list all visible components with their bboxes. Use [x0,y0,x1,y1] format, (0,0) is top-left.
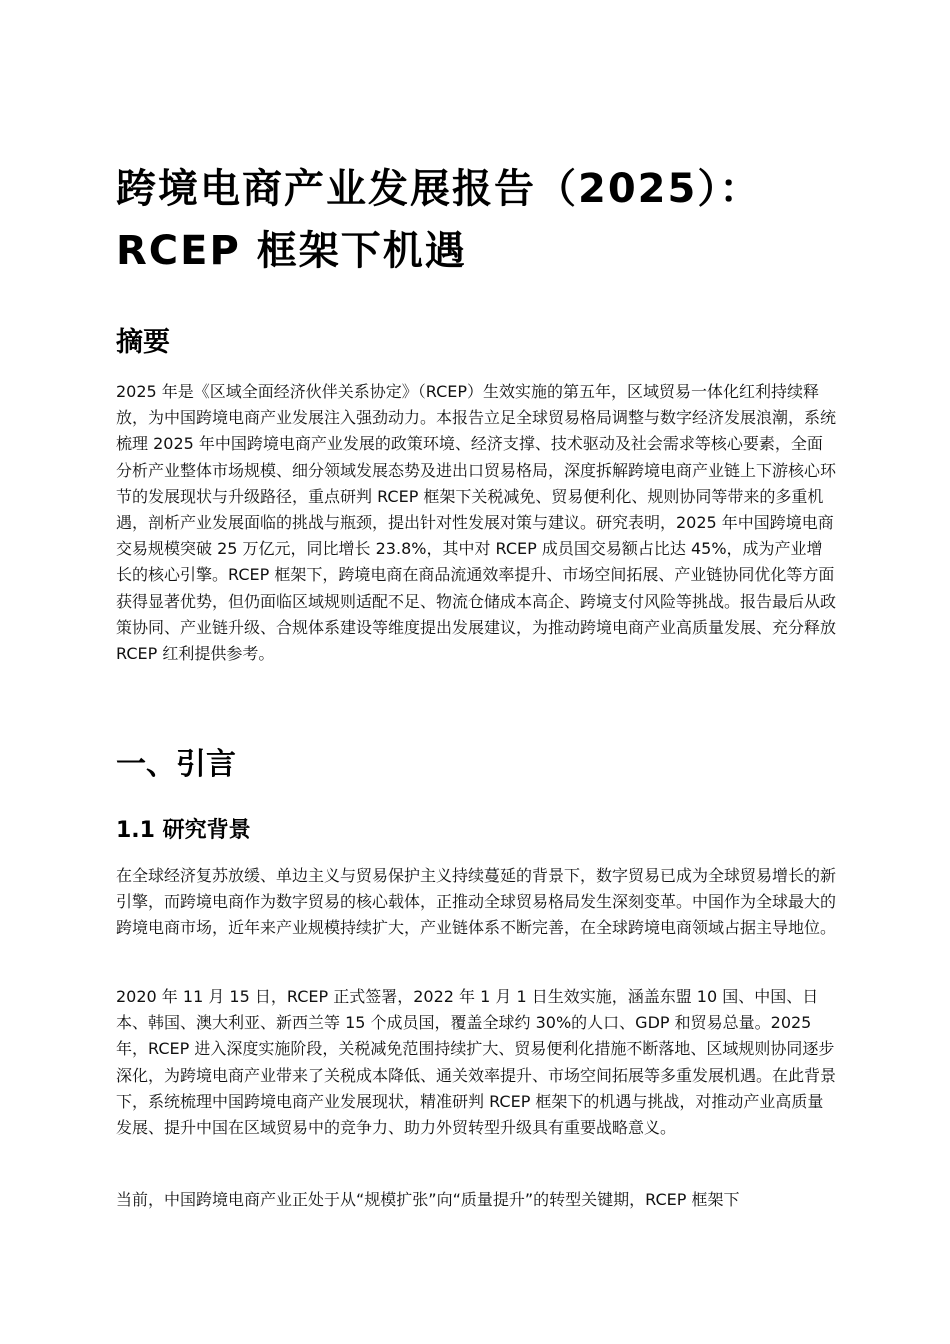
subsection-heading-research-background: 1.1 研究背景 [116,818,251,843]
body-paragraph: 在全球经济复苏放缓、单边主义与贸易保护主义持续蔓延的背景下，数字贸易已成为全球贸易增长的新引擎，而跨境电商作为数字贸易的核心载体，正推动全球贸易格局发生深刻变革。中国作为全球最大的跨境电商市场，近年来产业规模持续扩大，产业链体系不断完善，在全球跨境电商领域占据主导地位。 [116,866,837,938]
abstract-text: 2025 年是《区域全面经济伙伴关系协定》（RCEP）生效实施的第五年，区域贸易一体化红利持续释放，为中国跨境电商产业发展注入强劲动力。本报告立足全球贸易格局调整与数字经济发展浪潮，系统梳理 2025 年中国跨境电商产业发展的政策环境、经济支撑、技术驱动及社会需求等核心要素，全面分析产业整体市场规模、细分领域发展态势及进出口贸易格局，深度拆解跨境电商产业链上下游核心环节的发展现状与升级路径，重点研判 RCEP 框架下关税减免、贸易便利化、规则协同等带来的多重机遇，剖析产业发展面临的挑战与瓶颈，提出针对性发展对策与建议。研究表明，2025 年中国跨境电商交易规模突破 25 万亿元，同比增长 23.8%，其中对 RCEP 成员国交易额占比达 45%，成为产业增长的核心引擎。RCEP 框架下，跨境电商在商品流通效率提升、市场空间拓展、产业链协同优化等方面获得显著优势，但仍面临区域规则适配不足、物流仓储成本高企、跨境支付风险等挑战。报告最后从政策协同、产业链升级、合规体系建设等维度提出发展建议，为推动跨境电商产业高质量发展、充分释放 RCEP 红利提供参考。 [116,382,837,664]
section-heading-introduction: 一、引言 [116,747,236,782]
document-title [116,158,836,282]
abstract-heading: 摘要 [116,327,170,358]
title-line-2: RCEP 框架下机遇 [116,228,467,274]
title-line-1: 跨境电商产业发展报告（2025）： [116,166,762,212]
body-paragraph: 当前，中国跨境电商产业正处于从“规模扩张”向“质量提升”的转型关键期，RCEP 框架下 [116,1190,740,1209]
body-paragraph: 2020 年 11 月 15 日，RCEP 正式签署，2022 年 1 月 1 日生效实施，涵盖东盟 10 国、中国、日本、韩国、澳大利亚、新西兰等 15 个成员国，覆盖全球约 30%的人口、GDP 和贸易总量。2025 年，RCEP 进入深度实施阶段，关税减免范围持续扩大、贸易便利化措施不断落地、区域规则协同逐步深化，为跨境电商产业带来了关税成本降低、通关效率提升、市场空间拓展等多重发展机遇。在此背景下，系统梳理中国跨境电商产业发展现状，精准研判 RCEP 框架下的机遇与挑战，对推动产业高质量发展、提升中国在区域贸易中的竞争力、助力外贸转型升级具有重要战略意义。 [116,987,837,1138]
